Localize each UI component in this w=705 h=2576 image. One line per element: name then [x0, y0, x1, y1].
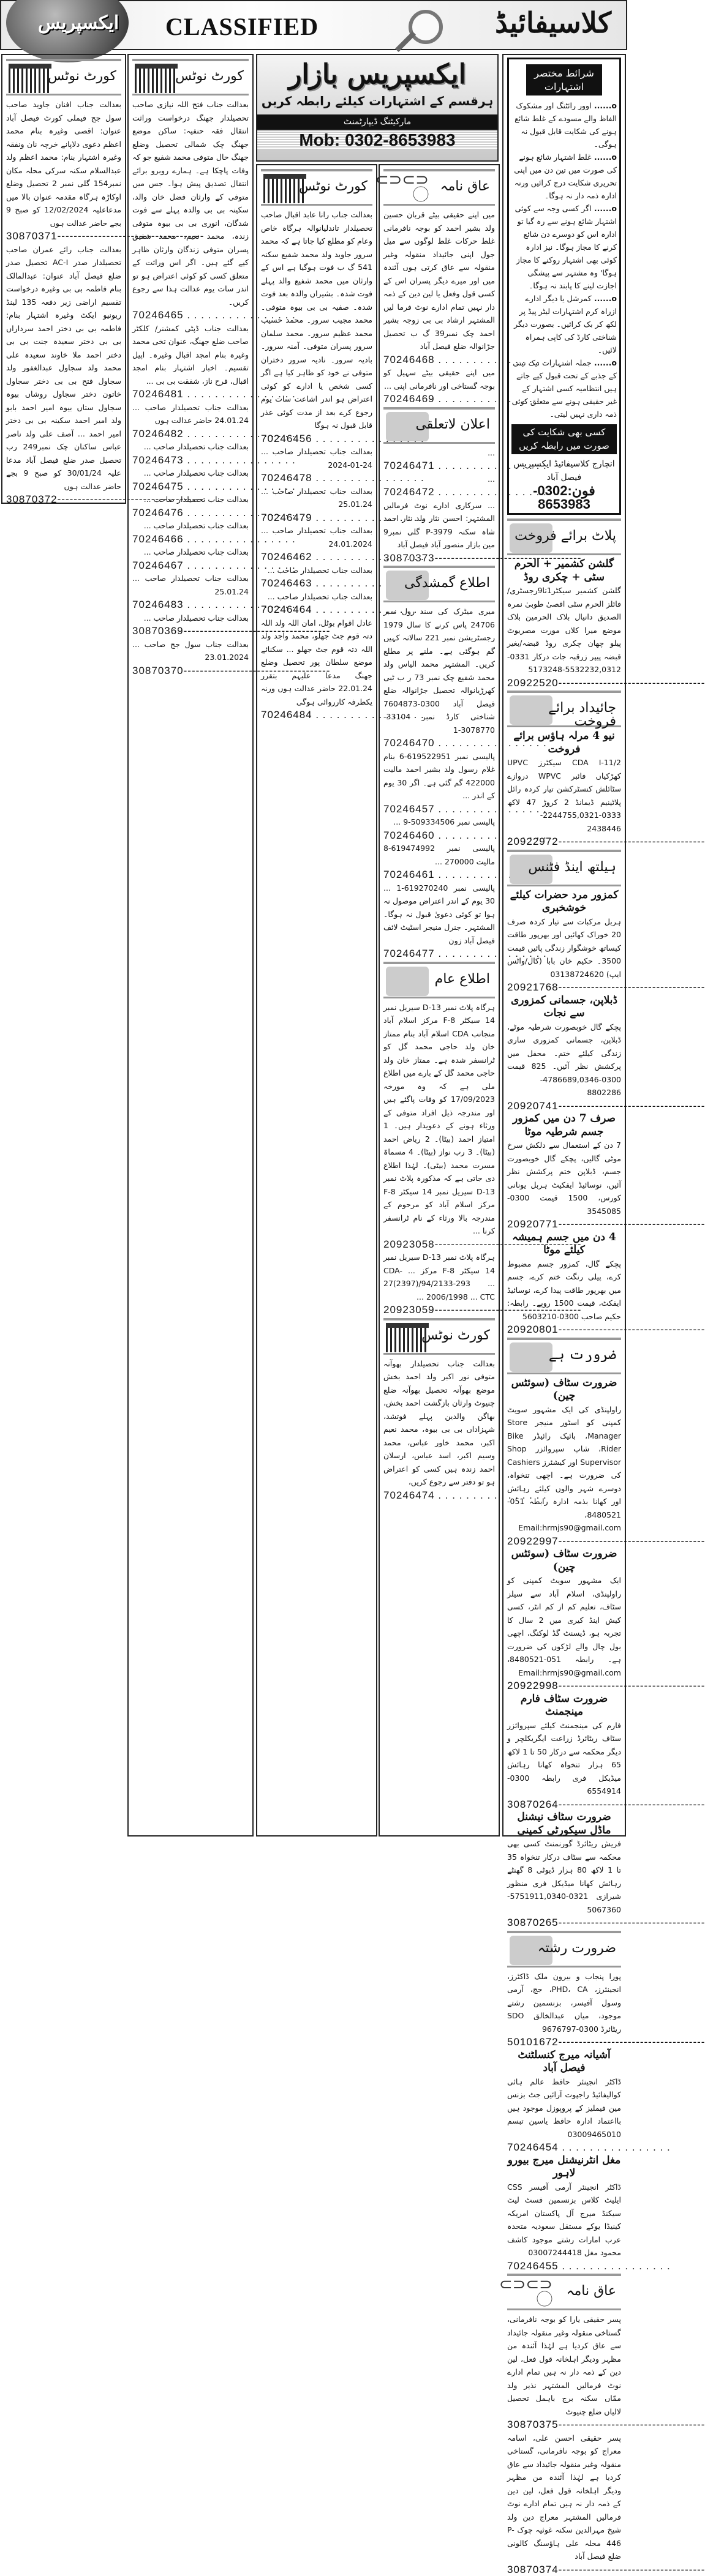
classified-ad: پسر حقیقی یارا کو بوجہ نافرمانی، گستاخی منقولہ وغیر منقولہ جائیداد سے عاق کردیا ہے لہٰذا آئندہ من مظہر ودیگر اہلخانہ قول فعل، لین دین کے ذمہ دار نہ ہیں تمام ادارے نوٹ فرمالیں المشتہر نذیر ولد ممّاں سکنہ برج باہمل تحصیل لالیاں ضلع چنیوٹ 30870375 ----- — [507, 2313, 621, 2432]
column-1 — [1, 54, 126, 504]
classified-ad: کمزور مرد حضرات کیلئے خوشخبری ہربل مرکبات سے تیار کردہ صرف 20 خوراک کھائیں اور بھرپور طاقت کیساتھ خوشگوار زندگی پائیں قیمت 3500۔ حکیم خان بابا (کال/واٹس ایپ) 03138724620 20921768 ----- — [507, 889, 621, 994]
classified-ad: بعدالت جناب تحصیلدار صاحب ... 24.01.2024 70246462 . . . — [261, 524, 372, 564]
courthouse-icon — [9, 64, 51, 93]
column-3 — [256, 164, 377, 1837]
classified-ad: 4 دن میں جسم ہمیشہ کیلئے موٹا پچکے گال، کمزور جسم مضبوط کرے، پیلی رنگت ختم کرے، جسم میں بھرپور طاقت پیدا کرے، نوسائیڈ ایفکٹ، قیمت 1500 روپے۔ رابطہ: حکیم صاحب 0300-5603210 20920801 ----- — [507, 1231, 621, 1336]
classified-ad: بعدالت جناب تحصیلدار صاحب ... 25.01.24 70246479 . . . — [261, 485, 372, 525]
section-header-court-notice: کورٹ نوٹس — [383, 1318, 495, 1355]
section-header-disown: ⊂⊃⊂⊃ ⃝ عاق نامہ — [383, 169, 495, 206]
express-logo: ایکسپریس — [38, 12, 119, 34]
classified-ad: بعدالت جناب تحصیلدار صاحب ... 24.01.24 حاضر عدالت ہوں 70246482 . . . — [132, 401, 249, 441]
classified-ad: پالیسی نمبر 619522951-6 بنام غلام رسول ولد بشیر احمد مالیت 422000 گم گئی ہے۔ اگر 30 یوم کے اندر ... 70246457 . . . — [383, 750, 495, 816]
magnifier-icon — [409, 10, 443, 44]
classified-ad: مغل انٹرنیشنل میرج بیورو لاہور ڈاکٹر انجینئر آرمی آفیسر CSS ایلیٹ کلاس بزنسمین فسٹ لیٹ سیکنڈ میرج آل پاکستان امریکہ کینیڈا یوکے مستقل سعودیہ متحدہ عرب امارات رشتے موجود کاشف محمود مغل 03007244418 70246455 . . . — [507, 2154, 621, 2273]
title-english: CLASSIFIED — [165, 12, 319, 41]
raised-hands-icon — [510, 1342, 552, 1372]
classified-ad: بعدالت جناب تحصیلدار صاحب ... 70246475 . . . — [132, 466, 249, 493]
rule-item: o...... کمرشل یا دیگر ادارے ازراہ کرم اشتہارات لیٹر پیڈ پر لکھ کر بک کرائیں۔ بصورت دیگر شناختی کارڈ کی کاپی ہمراہ لائیں۔ — [511, 292, 617, 356]
classified-ad: ضرورت سٹاف نیشنل ماڈل سیکورٹی کمپنی فریش ریٹائرڈ گورنمنٹ کسی بھی محکمہ سے سٹاف درکار تنخواہ 35 تا 1 لاکھ 80 ہزار ڈیوٹی 8 گھنٹے رہائش کھانا میڈیکل فری منظور شیرازی 0321-5751911,0340-5067360 30870265 ----- — [507, 1811, 621, 1930]
classified-ad: پالیسی نمبر 619270240-1 ... 30 یوم کے اندر اعتراض موصول نہ ہوا تو کوئی دعویٰ قبول نہ ہوگا۔ المشتہر۔ جنرل منیجر اسٹیٹ لائف فیصل آباد زون 70246477 . . . — [383, 882, 495, 960]
classified-ad: بعدالت جناب تحصیلدار صاحب ... 25.01.24 70246483 . . . — [132, 572, 249, 612]
section-header-general: اطلاع عام — [383, 962, 495, 998]
classified-ad: ڈبلاپن، جسمانی کمزوری سے نجات پچکے گال خوبصورت شرطیہ موٹے، ڈبلاپن، جسمانی کمزوری ساری زندگی کیلئے ختم۔ محفل میں پرکشش نظر آئیں۔ 825 قیمت 0300-4786689,0346-8802286 20920741 ----- — [507, 994, 621, 1113]
classified-ad: میں اپنے حقیقی بیٹے سہیل کو بوجہ گستاخی اور نافرمانی اپنی ... 70246469 . . . — [383, 366, 495, 406]
rule-item: o...... جملہ اشتہارات نیک نیتی کے جذبے کے تحت قبول کیے جاتے ہیں انتظامیہ کسی اشتہار کے غیر حقیقی ہونے سے متعلق کوئی ذمہ داری نہیں لیتی۔ — [511, 356, 617, 421]
classified-ad: آشیانہ میرج کنسلٹنٹ فیصل آباد ڈاکٹر انجینئر حافظ عالم ہائی کوالیفائیڈ راجپوت آرائیں جٹ بزنس مین فیملیز کے پروپوزل موجود ہیں بااعتماد ادارہ حافظ یاسین تبسم 03009465010 70246454 . . . — [507, 2049, 621, 2154]
classified-ad: نیو 4 مرلہ ہاؤس برائے فروخت CDA I-11/2 سیکٹرز UPVC کھڑکیاں فائبر WPVC دروازے سٹائلش کنسٹرکشن تیار کردہ رائل پلاٹینیم ڈیمانڈ 2 کروڑ 47 لاکھ 0333-2244755,0321-2438446 20922972 ----- — [507, 730, 621, 848]
section-header-plot-sale: پلاٹ برائے فروخت — [507, 519, 621, 555]
rule-item: o...... اوور رائٹنگ اور مشکوک الفاظ والے مسودے کے غلط شائع ہونے کی شکایت قابل قبول نہ ہوگی۔ — [511, 99, 617, 151]
section-header-marriage: ضرورت رشتہ — [507, 1931, 621, 1968]
classified-ad: عادل اقوام بوٹل، امان اللہ ولد اللہ دتہ قوم جٹ جھلو، محمد واجد ولد اللہ دتہ قوم جٹ جھلو ... سکنائے موضع سلطان پور تحصیل وضلع جھنگ مدعا علیہم بتقرر 22.01.24 حاضر عدالت ہوں ورنہ یکطرفہ کارروائی ہوگی 70246484 . . . — [261, 616, 372, 722]
classified-ad: ... سرکاری ادارے نوٹ فرمالیں المشتہر: احسن نثار ولد نثار احمد شاہ سکنہ P-3979 گلی نمبر9 مین بازار منصور آباد فیصل آباد 30870373 ----- — [383, 499, 495, 565]
speaking-head-icon — [386, 967, 429, 996]
classified-ad: بعدالت جناب تحصیلدار صاحب ... 24-01-2024 70246478 . . . — [261, 445, 372, 485]
rule-item: o...... غلط اشتہار شائع ہونے کی صورت میں تین دن میں اپنی تحریری شکایت درج کرائیں ورنہ ادارہ ذمہ دار نہ ہوگا۔ — [511, 151, 617, 202]
classified-ad: ... 70246472 . . . — [383, 473, 495, 499]
classified-ad: بعدالت جناب تحصیلدار صاحب ... 70246464 . . . — [261, 590, 372, 616]
classified-ad: ضرورت سٹاف (سوئٹس چین) راولپنڈی کی ایک مشہور سویٹ کمپنی کو اسٹور منیجر Store Manager، بائیک رائیڈر Bike Rider، شاپ سپروائزر Shop Supervisor اور کیشئرز Cashiers کی ضرورت ہے۔ اچھی تنخواہ، دوسرے شہر والوں کیلئے رہائش اور کھانا بذمہ ادارہ رابطہ 051-8480521، Email:hrmjs90@gmail.com 20922997 ----- — [507, 1377, 621, 1548]
classified-ad: بعدالت جناب ڈپٹی کمشنر/ کلکٹر صاحب ضلع جھنگ، عنوان تخی محمد وغیرہ بنام امجد اقبال وغیرہ۔ اپیل تقسیم۔ اخبار اشتہار بنام امجد اقبال، فرح ناز، شفقت بی بی ... 70246481 . . . — [132, 322, 249, 401]
classified-ad: پالیسی نمبر 509334506-9 ... 70246460 . . . — [383, 815, 495, 842]
classified-ad: بعدالت جناب تحصیلدار صاحب ... 70246463 . . . — [261, 564, 372, 590]
classified-ad: میری میٹرک کی سند رول نمبر 24706 پاس کرنے کا سال 1979 رجسٹریشن نمبر 221 سالانہ کہیں گم ہوگئی ہے۔ ملنے پر مطلع کریں۔ المشتہر محمد الیاس ولد محمد شفیع چک نمبر 73 ر ب ٹبی کھرڑیانوالہ تحصیل جڑانوالہ ضلع فیصل آباد 0300-7604873 شناختی کارڈ نمبر 33104-3078770-1 70246470 . . . — [383, 605, 495, 750]
classified-ad: ضرورت سٹاف (سوئٹس چین) ایک مشہور سویٹ کمپنی کو راولپنڈی، اسلام آباد سے سیلز سٹاف، تعلیم کم از کم انٹر، کسی کیش اینڈ کیری میں 2 سال کا تجربہ ہو، ڈیسنٹ گڈ لوکنگ، اچھی بول چال والے لڑکوں کی ضرورت ہے۔ رابطہ 051-8480521، Email:hrmjs90@gmail.com 20922998 ----- — [507, 1548, 621, 1693]
section-header-health: ہیلتھ اینڈ فٹنس — [507, 850, 621, 886]
banner-mobile-number: Mob: 0302-8653983 — [257, 129, 497, 150]
complaint-phone: فون:0302-8653983 — [511, 484, 617, 511]
column-2 — [127, 54, 254, 1837]
classified-ad: ہرگاہ پلاٹ نمبر D-13 سیریل نمبر 14 سیکٹر F-8 مرکز ... CDA-27(2397)/94/2133-293 ... 2006/1998 ... CTC ... 20923059 ----- — [383, 1251, 495, 1317]
magnifier-handle-icon — [395, 31, 416, 52]
classified-ad: بعدالت جناب رانا عابد اقبال صاحب تحصیلدار تاندلیانوالہ ہرگاہ خاص وعام کو مطلع کیا جاتا ہے کہ محمد سرور جاوید ولد محمد شفیع سکنہ 541 گ ب فوت ہوگیا ہے اس کے وارثان میں محمد شفیع والد پہلے فوت شدہ۔ بشیراں والدہ بعد فوت شدہ۔ صفیہ بی بی بیوہ متوفی۔ محمد مجیب سرور۔ محمد حسیب محمد عظیم سرور۔ محمد سلمان سرور پسران متوفی۔ آمنہ سرور۔ بادیہ سرور۔ نادیہ سرور دختران متوفی نے خود کو ظاہر کیا ہے اگر کسی شخص یا ادارے کو کوئی اعتراض ہو اندر اشاعت سات یوم رجوع کرے بعد از مدت کوئی عذر قابل قبول نہ ہوگا 70246456 . . . — [261, 208, 372, 445]
classified-ad: بعدالت جناب رائے عمران صاحب تحصیلدار صدر AC-I تحصیل صدر ضلع فیصل آباد عنوان: عبدالمالک بنام فاطمہ بی بی وغیرہ درخواست تقسیم اراضی زیر دفعہ 135 لینڈ ریونیو ایکٹ وغیرہ اشتہار بنام: فاطمہ بی بی دختر احمد سرداراں بی بی دختر سعیدہ جنت بی بی دختر احمد ملا خاوند سعیدہ علی محمد ولد سجاول عبدالغفور ولد سجاول فتح بی بی دختر سجاول خاتون دختر سجاول روشاں بیوہ سجاول ستاں بیوہ امیر احمد بابو ولد امیر احمد سکینہ بی بی دختر امیر احمد ... آصف علی ولد ناصر عباس ساکنان چک نمبر249 رب تحصیل صدر ضلع فیصل آباد مدعا علیہ 30/01/24 کو صبح 9 بجے حاضر عدالت ہوں 30870372 ----- — [6, 243, 121, 506]
classified-ad: پالیسی نمبر 619474992-8 مالیت 270000 ... 70246461 . . . — [383, 842, 495, 882]
section-header-lost: اطلاع گمشدگی — [383, 566, 495, 602]
classified-ad: ہرگاہ پلاٹ نمبر D-13 سیریل نمبر 14 سیکٹر F-8 مرکز اسلام آباد منجانب CDA اسلام آباد بنام ممتاز خان ولد حاجی محمد گل کو ٹرانسفر شدہ ہے۔ ممتاز خان ولد حاجی محمد گل کے بارے میں اطلاع ملی ہے کہ وہ مورخہ 17/09/2023 کو وفات پاگئے ہیں اور مندرجہ ذیل افراد متوفی کے ورثاء ہونے کے دعویدار ہیں۔ 1 امتیاز احمد (بیٹا)۔ 2 ریاض احمد (بیٹا)۔ 3 رب نواز (بیٹا)۔ 4 مسماۃ مسرت محمد (بیٹی)۔ لہٰذا اطلاع دی جاتی ہے کہ مذکورہ پلاٹ نمبر D-13 سیریل نمبر 14 سیکٹر F-8 مرکز اسلام آباد کو مرحوم کے مندرجہ بالا ورثاء کے نام ٹرانسفر کرنا ... 20923058 ----- — [383, 1001, 495, 1251]
classified-ad: ضرورت سٹاف فارم مینجمنٹ فارم کی مینجمنٹ کیلئے سپروائزر سٹاف ریٹائرڈ زراعت ایگریکلچر و دیگر محکمہ سے درکار 50 تا 1 لاکھ 65 ہزار تنخواہ کھانا رہائش میڈیکل فری رابطہ 0300-6554914 30870264 ----- — [507, 1693, 621, 1811]
section-header-disclaimer: اعلان لاتعلقی — [383, 407, 495, 444]
classified-ad: پورا پنجاب و بیرون ملک ڈاکٹرز، انجینئرز، PHD، CA، جج، آرمی وسول آفیسر، بزنسمین رشتے موجود، میاں عبدالخالق SDO ریٹائرڈ 0300-9676797 50101672 ----- — [507, 1970, 621, 2049]
classified-ad: بعدالت جناب افنان جاوید صاحب سول جج فیملی کورٹ فیصل آباد عنوان: اقصی وغیرہ بنام محمد اعظم دعوی دلاپانے خرچہ نان ونفقہ وغیرہ اشتہار بنام: محمد اعظم ولد عبدالسلام سکنہ سرکی محلہ مکان نمبر154 گلی نمبر 2 تحصیل وضلع اوکاڑہ ہرگاہ مقدمہ عنوان بالا میں مدعاعلیہ 12/02/2024 کو صبح 9 بجے حاضر عدالت ہوں 30870371 ----- — [6, 98, 121, 243]
classified-ad: صرف 7 دن میں کمزور جسم شرطیہ موٹا 7 دن کے استعمال سے دلکش سرخ موٹی گالیں، پچکے گال خوبصورت جسم، ڈبلاپن ختم پرکشش نظر آئیں، نوسائیڈ ایفکیٹ ہربل یونانی کورس، 1500 قیمت 0300-3545085 20920771 ----- — [507, 1112, 621, 1231]
classified-ad: میں اپنے حقیقی بیٹے قربان حسین ولد بشیر احمد کو بوجہ نافرمانی غلط حرکات غلط لوگوں سے میل جول اپنی جائیداد منقولہ وغیر منقولہ سے عاق کرتی ہوں آئندہ میں اور میرے دیگر پسران اس کے کسی قول وفعل یا لین دین کے ذمہ دار نہیں تمام ادارے نوٹ فرما لیں المشتہر ارشاد بی بی زوجہ بشیر احمد چک نمبر39 گ ب تحصیل جڑانوالہ ضلع فیصل آباد 70246468 . . . — [383, 208, 495, 366]
classified-ad: بعدالت جناب فتح اللہ نیازی صاحب تحصیلدار جھنگ درخواست وراثت انتقال فقہ حنفیہ: ساکن موضع جھنگ چک شمالی تحصیل وضلع جھنگ حال متوفی محمد شفیع جو کہ وفات پاچکا ہے۔ ہمارے روبرو برائے انتقال تصدیق پیش ہوا۔ جس میں متوفی کے وارثان فضل خان والد، سکینہ بی بی والدہ پہلے سے فوت شدگان، انوری بی بی بیوہ متوفی زندہ، محمد نعیم، محمد شفیق پسران متوفی زندگان وارثان ظاہر کیے گئے ہیں۔ اگر اس وراثت کے متعلق کسی کو کوئی اعتراض ہو تو اندر سات یوم عدالت ہذا سے رجوع کریں۔ 70246465 . . . — [132, 98, 249, 322]
section-header-court-notice: کورٹ نوٹس — [261, 169, 372, 206]
classified-ad: بعدالت جناب تحصیلدار صاحب ... 70246473 . . . — [132, 440, 249, 466]
classified-ad: بعدالت جناب تحصیلدار صاحب ... 30870369 ----- — [132, 612, 249, 638]
classified-ad: پسر حقیقی احسن علی، اسامہ معراج کو بوجہ نافرمانی، گستاخی منقولہ وغیر منقولہ جائیداد سے عاق کردیا ہے لہٰذا آئندہ من مظہر ودیگر اہلخانہ قول فعل، لین دین کے ذمہ دار نہ ہیں تمام ادارے نوٹ فرمالیں المشتہر معراج دین ولد شیخ مہرالدین سکنہ غوثیہ چوک P-446 محلہ علی ہاؤسنگ کالونی ضلع فیصل آباد 30870374 ----- — [507, 2432, 621, 2576]
classified-ad: بعدالت جناب تحصیلدار صاحب ... 70246466 . . . — [132, 519, 249, 545]
classified-ad: ... 70246471 . . . — [383, 446, 495, 473]
section-header-property-sale: جائیداد برائے فروخت — [507, 691, 621, 727]
classified-ad: بعدالت جناب تحصیلدار صاحب ... 70246476 . . . — [132, 493, 249, 519]
classified-ad: بعدالت جناب تحصیلدار بھوآنہ متوفی نور اکبر ولد احمد بخش موضع بھوآنہ تحصیل بھوآنہ ضلع چنیوٹ وارثان بازگشت احمد بخش، بھاگن والدین پہلے فوتشد، شہزاداں بی بی بیوہ، محمد نعیم اکبر، محمد خاور عباس، محمد وسیم اکبر، اسد عباس، ارسلان احمد زندہ ہیں کسی کو اعتراض ہو تو دفتر سے رجوع کریں، 70246474 . . . — [383, 1357, 495, 1502]
masthead — [0, 0, 627, 50]
broken-chain-icon — [510, 2278, 552, 2308]
column-4 — [379, 164, 500, 1837]
classified-ad: گلشن کشمیر + الحرم سٹی + چکری روڈ گلشن کشمیر سیکٹر1تا9رجسٹری/فائلز الحرم سٹی اقصیٰ طوبیٰ نمرہ الصدیق دانیال بلاک الحرمین بلاک موضع میرا کلاں مورت مصریوٹ پیلو چھان چکری روڈ قبضہ/بغیر قبضہ پیپر زرقبہ جات درکار 0331-5532232,0312-5173248 20922520 ----- — [507, 558, 621, 689]
courthouse-icon — [135, 64, 178, 93]
section-header-court-notice: کورٹ نوٹس — [6, 59, 121, 95]
section-header-court-notice: کورٹ نوٹس — [132, 59, 249, 95]
column-5 — [502, 54, 626, 1837]
section-header-disown: ⊂⊃⊂⊃ ⃝ عاق نامہ — [507, 2274, 621, 2310]
ad-rules-box: شرائط مختصر اشتہارات o...... اوور رائٹنگ اور مشکوک الفاظ والے مسودے کے غلط شائع ہونے کی شکایت قابل قبول نہ ہوگی۔ o...... غلط اشتہار شائع ہونے کی صورت میں تین دن میں اپنی تحریری شکایت درج کرائیں ورنہ ادارہ ذمہ دار نہ ہوگا۔ o...... اگر کسی وجہ سے کوئی اشتہار شائع ہونے سے رہ گیا تو ادارہ اس کو دوسرے دن شائع کرنے کا مجاز ہوگا۔ نیز ادارہ کوئی بھی اشتہار روکنے کا مجاز ہوگا' وہ مشتہر سے پیشگی اجازت لینے کا پابند نہ ہوگا۔ o...... کمرشل یا دیگر ادارے ازراہ کرم اشتہارات لیٹر پیڈ پر لکھ کر بک کرائیں۔ بصورت دیگر شناختی کارڈ کی کاپی ہمراہ لائیں۔ o...... جملہ اشتہارات نیک نیتی کے جذبے کے تحت قبول کیے جاتے ہیں انتظامیہ کسی اشتہار کے غیر حقیقی ہونے سے متعلق کوئی ذمہ داری نہیں لیتی۔ کسی بھی شکایت کی صورت میں رابطہ کریں انچارج کلاسیفائیڈ ایکسپریس فیصل آباد فون:0302-8653983 — [507, 58, 621, 515]
section-header-wanted: ضرورت ہے — [507, 1338, 621, 1374]
classified-ad: بعدالت جناب تحصیلدار صاحب ... 70246467 . . . — [132, 545, 249, 572]
express-bazaar-banner: ایکسپریس بازار ہرقسم کے اشتہارات کیلئے رابطہ کریں مارکیٹنگ ڈیپارٹمنٹ Mob: 0302-8653983 — [256, 54, 499, 162]
title-urdu: کلاسیفائیڈ — [495, 6, 611, 39]
broken-chain-icon — [386, 174, 429, 203]
classified-ad: بعدالت جناب سول جج صاحب ... 23.01.2024 30870370 ----- — [132, 638, 249, 678]
rule-item: o...... اگر کسی وجہ سے کوئی اشتہار شائع ہونے سے رہ گیا تو ادارہ اس کو دوسرے دن شائع کرنے کا مجاز ہوگا۔ نیز ادارہ کوئی بھی اشتہار روکنے کا مجاز ہوگا' وہ مشتہر سے پیشگی اجازت لینے کا پابند نہ ہوگا۔ — [511, 202, 617, 292]
